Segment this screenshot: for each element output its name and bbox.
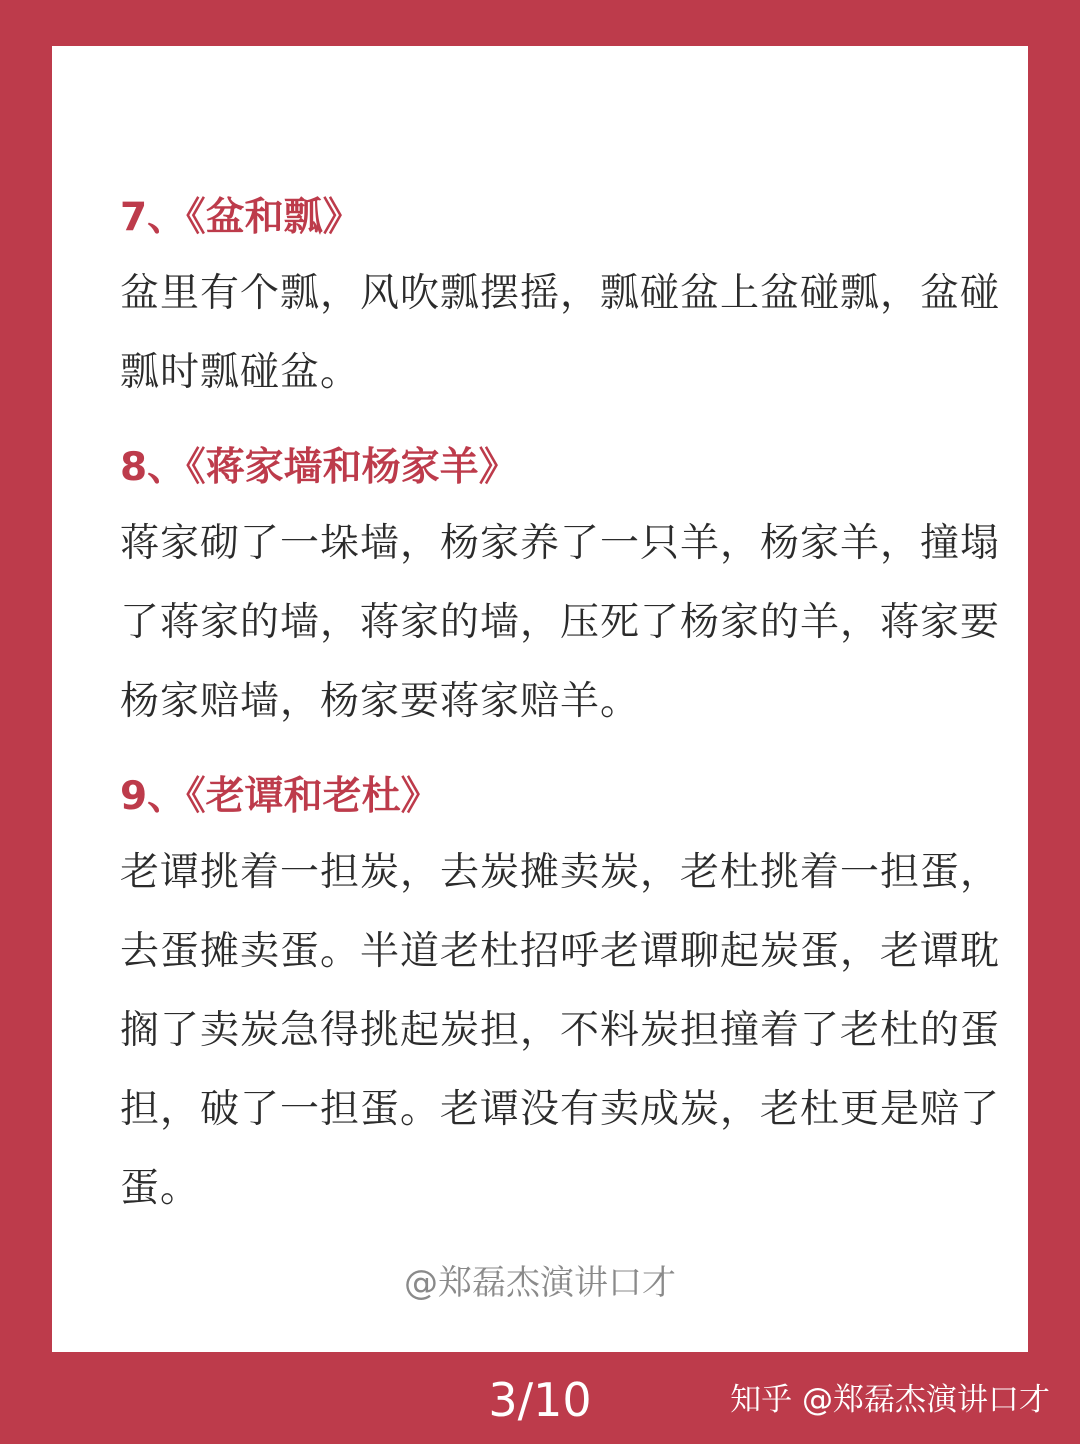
tongue-twister-7 [120, 188, 1020, 412]
section-body: 蒋家砌了一垛墙，杨家养了一只羊，杨家羊，撞塌了蒋家的墙，蒋家的墙，压死了杨家的羊，蒋家要杨家赔墙，杨家要蒋家赔羊。 [120, 521, 1001, 724]
section-title: 7、《盆和瓢》 [120, 195, 362, 240]
tongue-twister-list [120, 188, 1020, 1254]
tongue-twister-9 [120, 767, 1020, 1228]
section-body: 老谭挑着一担炭，去炭摊卖炭，老杜挑着一担蛋，去蛋摊卖蛋。半道老杜招呼老谭聊起炭蛋，老谭耽搁了卖炭急得挑起炭担，不料炭担撞着了老杜的蛋担，破了一担蛋。老谭没有卖成炭，老杜更是赔了蛋。 [120, 850, 1001, 1211]
tongue-twister-8 [120, 438, 1020, 741]
page-indicator: 3/10 [488, 1373, 592, 1427]
author-watermark: @郑磊杰演讲口才 [404, 1263, 676, 1303]
platform-credit: 知乎 @郑磊杰演讲口才 [730, 1382, 1050, 1418]
section-body: 盆里有个瓢，风吹瓢摆摇，瓢碰盆上盆碰瓢，盆碰瓢时瓢碰盆。 [120, 271, 1001, 395]
section-title: 9、《老谭和老杜》 [120, 774, 440, 819]
section-title: 8、《蒋家墙和杨家羊》 [120, 445, 518, 490]
content-card [52, 46, 1028, 1352]
